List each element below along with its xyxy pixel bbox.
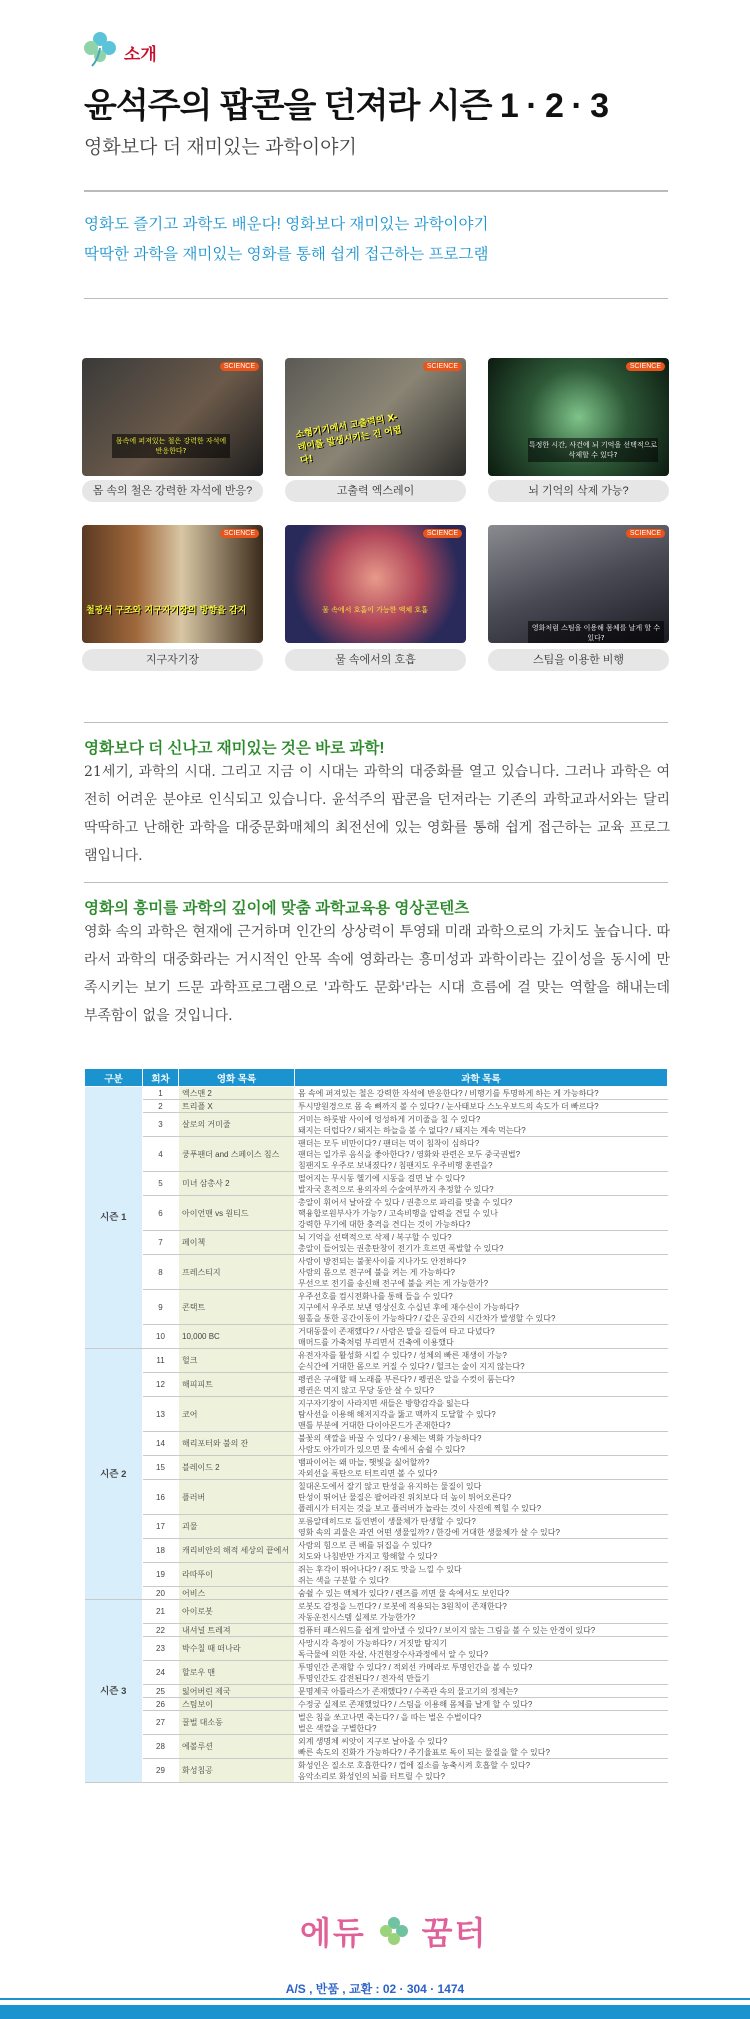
movie-cell: 코어 [179, 1397, 295, 1432]
table-row [85, 1325, 668, 1349]
table-row [85, 1661, 668, 1685]
science-topic-cell [295, 1685, 668, 1698]
science-topic-line: 문명제국 아틀라스가 존재했다? / 수족관 속의 물고기의 정체는? [298, 1686, 518, 1696]
section-heading: 영화보다 더 신나고 재미있는 것은 바로 과학! [84, 740, 385, 757]
episode-number-cell: 23 [143, 1637, 179, 1661]
movie-cell: 해피피트 [179, 1373, 295, 1397]
science-topic-line: 수정궁 실제로 존재했었다? / 스팀을 이용해 몸체를 날게 할 수 있다? [298, 1699, 533, 1709]
caption-liquid-breathing: 물 속에서의 호흡 [285, 649, 466, 671]
science-topic-cell [295, 1515, 668, 1539]
movie-cell: 해리포터와 불의 잔 [179, 1432, 295, 1456]
table-row [85, 1397, 668, 1432]
table-row [85, 1563, 668, 1587]
science-topic-line: 팬더는 일가루 음식을 좋아한다? / 영화와 관련은 모두 중국권법? [298, 1149, 521, 1159]
table-row [85, 1231, 668, 1255]
table-row [85, 1113, 668, 1137]
movie-cell: 화성침공 [179, 1759, 295, 1783]
science-topic-cell [295, 1563, 668, 1587]
movie-cell: 블레이드 2 [179, 1456, 295, 1480]
thumbnail-liquid-breathing [285, 525, 466, 643]
science-topic-line: 화성인은 질소로 호흡한다? / 껍에 질소를 농축시켜 호흡할 수 있다? [298, 1760, 531, 1770]
thumbnail-magnet [82, 358, 263, 476]
caption-xray: 고출력 엑스레이 [285, 480, 466, 502]
science-topic-line: 로봇도 감정을 느낀다? / 로봇에 적용되는 3원칙이 존재한다? [298, 1601, 507, 1611]
episode-number-cell: 21 [143, 1600, 179, 1624]
table-row [85, 1349, 668, 1373]
table-row [85, 1373, 668, 1397]
science-topic-cell [295, 1661, 668, 1685]
episode-number-cell: 3 [143, 1113, 179, 1137]
section-body: 영화 속의 과학은 현재에 근거하며 인간의 상상력이 투영돼 미래 과학으로의 가치도 높습니다. 따라서 과학의 대중화라는 거시적인 안목 속에 영화라는 흥미성과 과학이라는 깊이성을 동시에 만족시키는 보기 드문 과학프로그램으로 '과학도 문화'라는 시대 흐름에 걸 맞는 역할을 해내는데 부족함이 없을 것입니다. [84, 924, 670, 1024]
movie-cell: 쿵푸팬더 and 스페이스 침스 [179, 1137, 295, 1172]
episode-number-cell: 28 [143, 1735, 179, 1759]
table-row [85, 1087, 668, 1100]
science-topic-line: 돼지는 더럽다? / 돼지는 하늘을 볼 수 없다? / 돼지는 계속 먹는다? [298, 1125, 526, 1135]
science-topic-line: 불꽃의 색깔을 바꿀 수 있다? / 용체는 벽화 가능하다? [298, 1433, 482, 1443]
table-row [85, 1539, 668, 1563]
table-row [85, 1698, 668, 1711]
science-topic-cell [295, 1100, 668, 1113]
movie-cell: 미녀 삼총사 2 [179, 1172, 295, 1196]
science-topic-line: 사망시각 측정이 가능하다? / 거짓말 탐지기 [298, 1638, 448, 1648]
science-topic-line: 무선으로 전기를 송신해 전구에 불을 켜는 게 가능한가? [298, 1278, 489, 1288]
episode-number-cell: 2 [143, 1100, 179, 1113]
divider [84, 722, 668, 723]
section-body: 21세기, 과학의 시대. 그리고 지금 이 시대는 과학의 대중화를 열고 있습니다. 그러나 과학은 여전히 어려운 분야로 인식되고 있습니다. 윤석주의 팝콘을 던져라는 기존의 과학교과서와는 달리 딱딱하고 난해한 과학을 대중문화매체의 최전선에 있는 영화를 통해 쉽게 접근하는 교육 프로그램입니다. [84, 764, 670, 864]
divider [84, 298, 668, 299]
science-topic-cell [295, 1172, 668, 1196]
movie-cell: 스팀보이 [179, 1698, 295, 1711]
thumbnail-overlay-text: 물 속에서 호흡이 가능한 액체 호흡 [322, 606, 428, 614]
caption-geomagnetism: 지구자기장 [82, 649, 263, 671]
movie-cell: 콘택트 [179, 1290, 295, 1325]
episode-number-cell: 11 [143, 1349, 179, 1373]
thumbnail-overlay-text: 몸속에 퍼져있는 철은 강력한 자석에 반응한다? [112, 434, 230, 458]
science-topic-line: 자동운전시스템 실제로 가능한가? [298, 1612, 416, 1622]
science-topic-cell [295, 1113, 668, 1137]
brand-badge: SCIENCE [220, 529, 259, 538]
science-topic-line: 순식간에 거대한 몸으로 커질 수 있다? / 헐크는 술이 지지 않는다? [298, 1361, 525, 1371]
science-topic-cell [295, 1397, 668, 1432]
science-topic-line: 벌은 침을 쏘고나면 죽는다? / 을 따는 벌은 수벌이다? [298, 1712, 482, 1722]
contact-info: A/S , 반품 , 교환 : 02 · 304 · 1474 [285, 1982, 465, 1996]
science-topic-cell [295, 1432, 668, 1456]
science-topic-line: 총알이 휘어서 날아갈 수 있다 / 권총으로 파리를 맞출 수 있다? [298, 1197, 513, 1207]
science-topic-line: 펭귄은 구애할 때 노래를 부른다? / 펭귄은 알을 수컷이 품는다? [298, 1374, 515, 1384]
season-cell: 시즌 3 [85, 1600, 143, 1783]
episode-number-cell: 8 [143, 1255, 179, 1290]
table-row [85, 1456, 668, 1480]
movie-cell: 프레스티지 [179, 1255, 295, 1290]
clover-logo-icon [80, 28, 120, 68]
column-header: 과학 목록 [295, 1069, 668, 1087]
science-topic-cell [295, 1255, 668, 1290]
movie-cell: 박수칠 때 떠나라 [179, 1637, 295, 1661]
table-row [85, 1711, 668, 1735]
table-row [85, 1290, 668, 1325]
science-topic-line: 탐사선을 이용해 해저지각을 뚫고 맥까지 도달할 수 있다? [298, 1409, 496, 1419]
science-topic-line: 거대동물이 존재했다? / 사람은 말을 길들여 타고 다녔다? [298, 1326, 495, 1336]
thumbnail-overlay-text: 소형기기에서 고출력의 X-레이를 발생시키는 건 어렵다! [294, 412, 403, 467]
science-topic-line: 쥐는 색을 구분할 수 있다? [298, 1575, 389, 1585]
science-topic-line: 뇌 기억을 선택적으로 삭제 / 복구할 수 있다? [298, 1232, 452, 1242]
science-topic-cell [295, 1759, 668, 1783]
science-topic-line: 사람의 몸으로 전구에 불을 켜는 게 가능하다? [298, 1267, 455, 1277]
episode-number-cell: 27 [143, 1711, 179, 1735]
table-row [85, 1759, 668, 1783]
episode-number-cell: 1 [143, 1087, 179, 1100]
science-topic-cell [295, 1587, 668, 1600]
movie-cell: 꿀벌 대소동 [179, 1711, 295, 1735]
movie-cell: 살로의 거미줄 [179, 1113, 295, 1137]
episode-table [84, 1068, 668, 1783]
science-topic-line: 사람이 방전되는 불꽃사이를 지나가도 안전하다? [298, 1256, 466, 1266]
science-topic-cell [295, 1735, 668, 1759]
episode-number-cell: 5 [143, 1172, 179, 1196]
science-topic-cell [295, 1711, 668, 1735]
episode-number-cell: 16 [143, 1480, 179, 1515]
table-row [85, 1685, 668, 1698]
science-topic-cell [295, 1624, 668, 1637]
episode-number-cell: 29 [143, 1759, 179, 1783]
science-topic-cell [295, 1137, 668, 1172]
thumbnail-steam-flight [488, 525, 669, 643]
science-topic-line: 숨쉴 수 있는 액체가 있다? / 렌즈를 끼면 물 속에서도 보인다? [298, 1588, 510, 1598]
episode-number-cell: 6 [143, 1196, 179, 1231]
movie-cell: 헐크 [179, 1349, 295, 1373]
intro-label: 소개 [124, 45, 157, 64]
science-topic-line: 치도와 나침반만 가지고 항해할 수 있다? [298, 1551, 438, 1561]
column-header: 회차 [143, 1069, 179, 1087]
science-topic-line: 쥐는 후각이 뛰어나다? / 쥐도 맛을 느낄 수 있다 [298, 1564, 462, 1574]
science-topic-line: 영화 속의 괴물은 과연 어떤 생물일까? / 한강에 거대한 생물체가 살 수 있다? [298, 1527, 560, 1537]
movie-cell: 플러버 [179, 1480, 295, 1515]
tagline-2: 딱딱한 과학을 재미있는 영화를 통해 쉽게 접근하는 프로그램 [84, 246, 489, 263]
episode-number-cell: 9 [143, 1290, 179, 1325]
episode-number-cell: 7 [143, 1231, 179, 1255]
science-topic-cell [295, 1637, 668, 1661]
science-topic-line: 뱀파이어는 왜 마늘, 햇빛을 싫어할까? [298, 1457, 430, 1467]
science-topic-line: 투시망원경으로 몸 속 뼈까지 볼 수 있다? / 눈사태보다 스노우보드의 속도가 더 빠르다? [298, 1101, 599, 1111]
science-topic-line: 거미는 하룻밤 사이에 엉성하게 거미줄을 칠 수 있다? [298, 1114, 481, 1124]
episode-number-cell: 14 [143, 1432, 179, 1456]
brand-badge: SCIENCE [423, 529, 462, 538]
science-topic-line: 유전자자를 활성화 시킬 수 있다? / 성체의 빠른 재생이 가능? [298, 1350, 507, 1360]
page-subtitle: 영화보다 더 재미있는 과학이야기 [84, 137, 357, 158]
science-topic-line: 핵융합로원부사가 가능? / 고속비행을 압력을 견딜 수 있나 [298, 1208, 498, 1218]
table-row [85, 1172, 668, 1196]
science-topic-cell [295, 1325, 668, 1349]
table-row [85, 1137, 668, 1172]
thumbnail-overlay-text: 철광석 구조와 지구자기장의 방향을 감지 [86, 606, 247, 616]
science-topic-line: 펭귄은 먹지 않고 무당 동안 살 수 있다? [298, 1385, 434, 1395]
caption-memory: 뇌 기억의 삭제 가능? [488, 480, 669, 502]
season-cell: 시즌 2 [85, 1349, 143, 1600]
caption-steam-flight: 스팀을 이용한 비행 [488, 649, 669, 671]
episode-number-cell: 25 [143, 1685, 179, 1698]
brand-badge: SCIENCE [626, 529, 665, 538]
science-topic-line: 투명인간도 감전된다? / 전자석 만들기 [298, 1673, 430, 1683]
episode-number-cell: 18 [143, 1539, 179, 1563]
science-topic-line: 발자국 흔적으로 용의자의 수술여부까지 추정할 수 있다? [298, 1184, 494, 1194]
brand-badge: SCIENCE [423, 362, 462, 371]
science-topic-line: 웜홀을 통한 공간이동이 가능하다? / 같은 공간의 시간차가 발생할 수 있다? [298, 1313, 556, 1323]
science-topic-line: 투명인간 존재할 수 있다? / 적외선 카메라로 투명인간을 볼 수 있다? [298, 1662, 533, 1672]
movie-cell: 괴물 [179, 1515, 295, 1539]
science-topic-line: 강력한 무기에 대한 충격을 견디는 것이 가능하다? [298, 1219, 471, 1229]
movie-cell: 10,000 BC [179, 1325, 295, 1349]
movie-cell: 에볼루션 [179, 1735, 295, 1759]
column-header: 영화 목록 [179, 1069, 295, 1087]
thumbnail-overlay-text: 특정한 시간, 사건에 뇌 기억을 선택적으로 삭제할 수 있다? [528, 438, 658, 462]
clover-icon [377, 1914, 411, 1948]
movie-cell: 내셔널 트레져 [179, 1624, 295, 1637]
movie-cell: 어비스 [179, 1587, 295, 1600]
science-topic-line: 외계 생명체 씨앗이 지구로 날아올 수 있다? [298, 1736, 448, 1746]
episode-number-cell: 22 [143, 1624, 179, 1637]
movie-cell: 캐리비안의 해적 세상의 끝에서 [179, 1539, 295, 1563]
episode-number-cell: 4 [143, 1137, 179, 1172]
science-topic-cell [295, 1600, 668, 1624]
episode-number-cell: 19 [143, 1563, 179, 1587]
science-topic-line: 우주선호를 컴시전화나를 통해 들을 수 있다? [298, 1291, 453, 1301]
table-row [85, 1100, 668, 1113]
episode-number-cell: 13 [143, 1397, 179, 1432]
table-header-row [85, 1069, 668, 1087]
science-topic-line: 침팬지도 우주로 보내졌다? / 침팬지도 우주비행 훈련을? [298, 1160, 493, 1170]
footer-bar [0, 2005, 750, 2019]
science-topic-line: 음악소리로 화성인의 뇌를 터트릴 수 있다? [298, 1771, 445, 1781]
tagline-1: 영화도 즐기고 과학도 배운다! 영화보다 재미있는 과학이야기 [84, 216, 489, 233]
episode-number-cell: 10 [143, 1325, 179, 1349]
divider [84, 882, 668, 883]
episode-number-cell: 20 [143, 1587, 179, 1600]
science-topic-cell [295, 1698, 668, 1711]
table-row [85, 1735, 668, 1759]
footer-line [0, 1998, 750, 2000]
science-topic-cell [295, 1196, 668, 1231]
table-row [85, 1600, 668, 1624]
thumbnail-xray [285, 358, 466, 476]
science-topic-line: 떨어지는 무시동 헬기에 시동을 걸면 날 수 있다? [298, 1173, 465, 1183]
caption-magnet: 몸 속의 철은 강력한 자석에 반응? [82, 480, 263, 502]
episode-number-cell: 17 [143, 1515, 179, 1539]
footer-logo-left: 에듀 [300, 1915, 366, 1951]
divider [84, 190, 668, 192]
science-topic-line: 몸 속에 퍼져있는 철은 강력한 자석에 반응한다? / 비행기를 투명하게 하는 게 가능하다? [298, 1088, 599, 1098]
movie-cell: 트리플 X [179, 1100, 295, 1113]
episode-number-cell: 26 [143, 1698, 179, 1711]
science-topic-cell [295, 1456, 668, 1480]
science-topic-cell [295, 1373, 668, 1397]
table-row [85, 1515, 668, 1539]
thumbnail-overlay-text: 영화처럼 스팀을 이용해 몸체를 날게 할 수 있다? [528, 621, 664, 643]
science-topic-line: 벌은 색깔을 구별한다? [298, 1723, 377, 1733]
movie-cell: 페이첵 [179, 1231, 295, 1255]
movie-cell: 할로우 맨 [179, 1661, 295, 1685]
science-topic-cell [295, 1349, 668, 1373]
movie-cell: 라따뚜이 [179, 1563, 295, 1587]
science-topic-line: 매머드를 가축처럼 부리면서 건축에 이용했다 [298, 1337, 454, 1347]
science-topic-line: 사람의 힘으로 큰 배를 뒤집을 수 있다? [298, 1540, 432, 1550]
science-topic-line: 지구에서 우주로 보낸 영상신호 수십년 후에 재수신이 가능하다? [298, 1302, 519, 1312]
page-title: 윤석주의 팝콘을 던져라 시즌 1 · 2 · 3 [84, 87, 609, 125]
footer-logo [300, 1908, 487, 1954]
column-header: 구분 [85, 1069, 143, 1087]
science-topic-line: 포름알데히드로 돌연변이 생물체가 탄생할 수 있다? [298, 1516, 476, 1526]
footer-logo-right: 꿈터 [421, 1915, 488, 1951]
thumbnail-geomagnetism [82, 525, 263, 643]
brand-badge: SCIENCE [220, 362, 259, 371]
science-topic-line: 사람도 아가미가 있으면 물 속에서 숨쉴 수 있다? [298, 1444, 465, 1454]
science-topic-line: 컴퓨터 패스워드를 쉽게 알아낼 수 있다? / 보이지 않는 그림을 볼 수 있는 안경이 있다? [298, 1625, 596, 1635]
movie-cell: 잃어버린 제국 [179, 1685, 295, 1698]
table-row [85, 1480, 668, 1515]
table-row [85, 1624, 668, 1637]
science-topic-line: 팬더는 모두 비만이다? / 팬더는 먹이 침착이 심하다? [298, 1138, 480, 1148]
section-heading: 영화의 흥미를 과학의 깊이에 맞춤 과학교육용 영상콘텐츠 [84, 900, 470, 917]
movie-cell: 아이로봇 [179, 1600, 295, 1624]
table-row [85, 1587, 668, 1600]
science-topic-line: 독극물에 의한 자살, 사건현장수사과정에서 알 수 있다? [298, 1649, 489, 1659]
episode-number-cell: 15 [143, 1456, 179, 1480]
movie-cell: 엑스맨 2 [179, 1087, 295, 1100]
science-topic-line: 칠대온도에서 잘기 않고 탄성을 유지하는 물질이 있다 [298, 1481, 482, 1491]
science-topic-line: 총알이 들어있는 권총탄창이 전기가 흐르면 폭발할 수 있다? [298, 1243, 504, 1253]
science-topic-line: 자외선을 폭탄으로 터트리면 볼 수 있다? [298, 1468, 438, 1478]
movie-cell: 아이언맨 vs 원티드 [179, 1196, 295, 1231]
table-row [85, 1255, 668, 1290]
season-cell: 시즌 1 [85, 1087, 143, 1349]
science-topic-line: 탄성이 뛰어난 물질은 팔어라진 위치보다 더 높이 튀어오른다? [298, 1492, 512, 1502]
science-topic-cell [295, 1290, 668, 1325]
science-topic-line: 지구자기장이 사라지면 새들은 방향감각을 잃는다 [298, 1398, 470, 1408]
science-topic-cell [295, 1087, 668, 1100]
table-row [85, 1196, 668, 1231]
episode-number-cell: 24 [143, 1661, 179, 1685]
thumbnail-memory [488, 358, 669, 476]
science-topic-cell [295, 1231, 668, 1255]
science-topic-cell [295, 1480, 668, 1515]
brand-badge: SCIENCE [626, 362, 665, 371]
science-topic-cell [295, 1539, 668, 1563]
table-row [85, 1637, 668, 1661]
science-topic-line: 맨틀 부분에 거대한 다이아몬드가 존재한다? [298, 1420, 451, 1430]
table-row [85, 1432, 668, 1456]
episode-number-cell: 12 [143, 1373, 179, 1397]
science-topic-line: 빠른 속도의 진화가 가능하다? / 주기율표로 독이 되는 물질을 할 수 있다? [298, 1747, 550, 1757]
science-topic-line: 플레시가 터지는 것을 보고 플러버가 놀라는 것이 사진에 찍힐 수 있다? [298, 1503, 542, 1513]
